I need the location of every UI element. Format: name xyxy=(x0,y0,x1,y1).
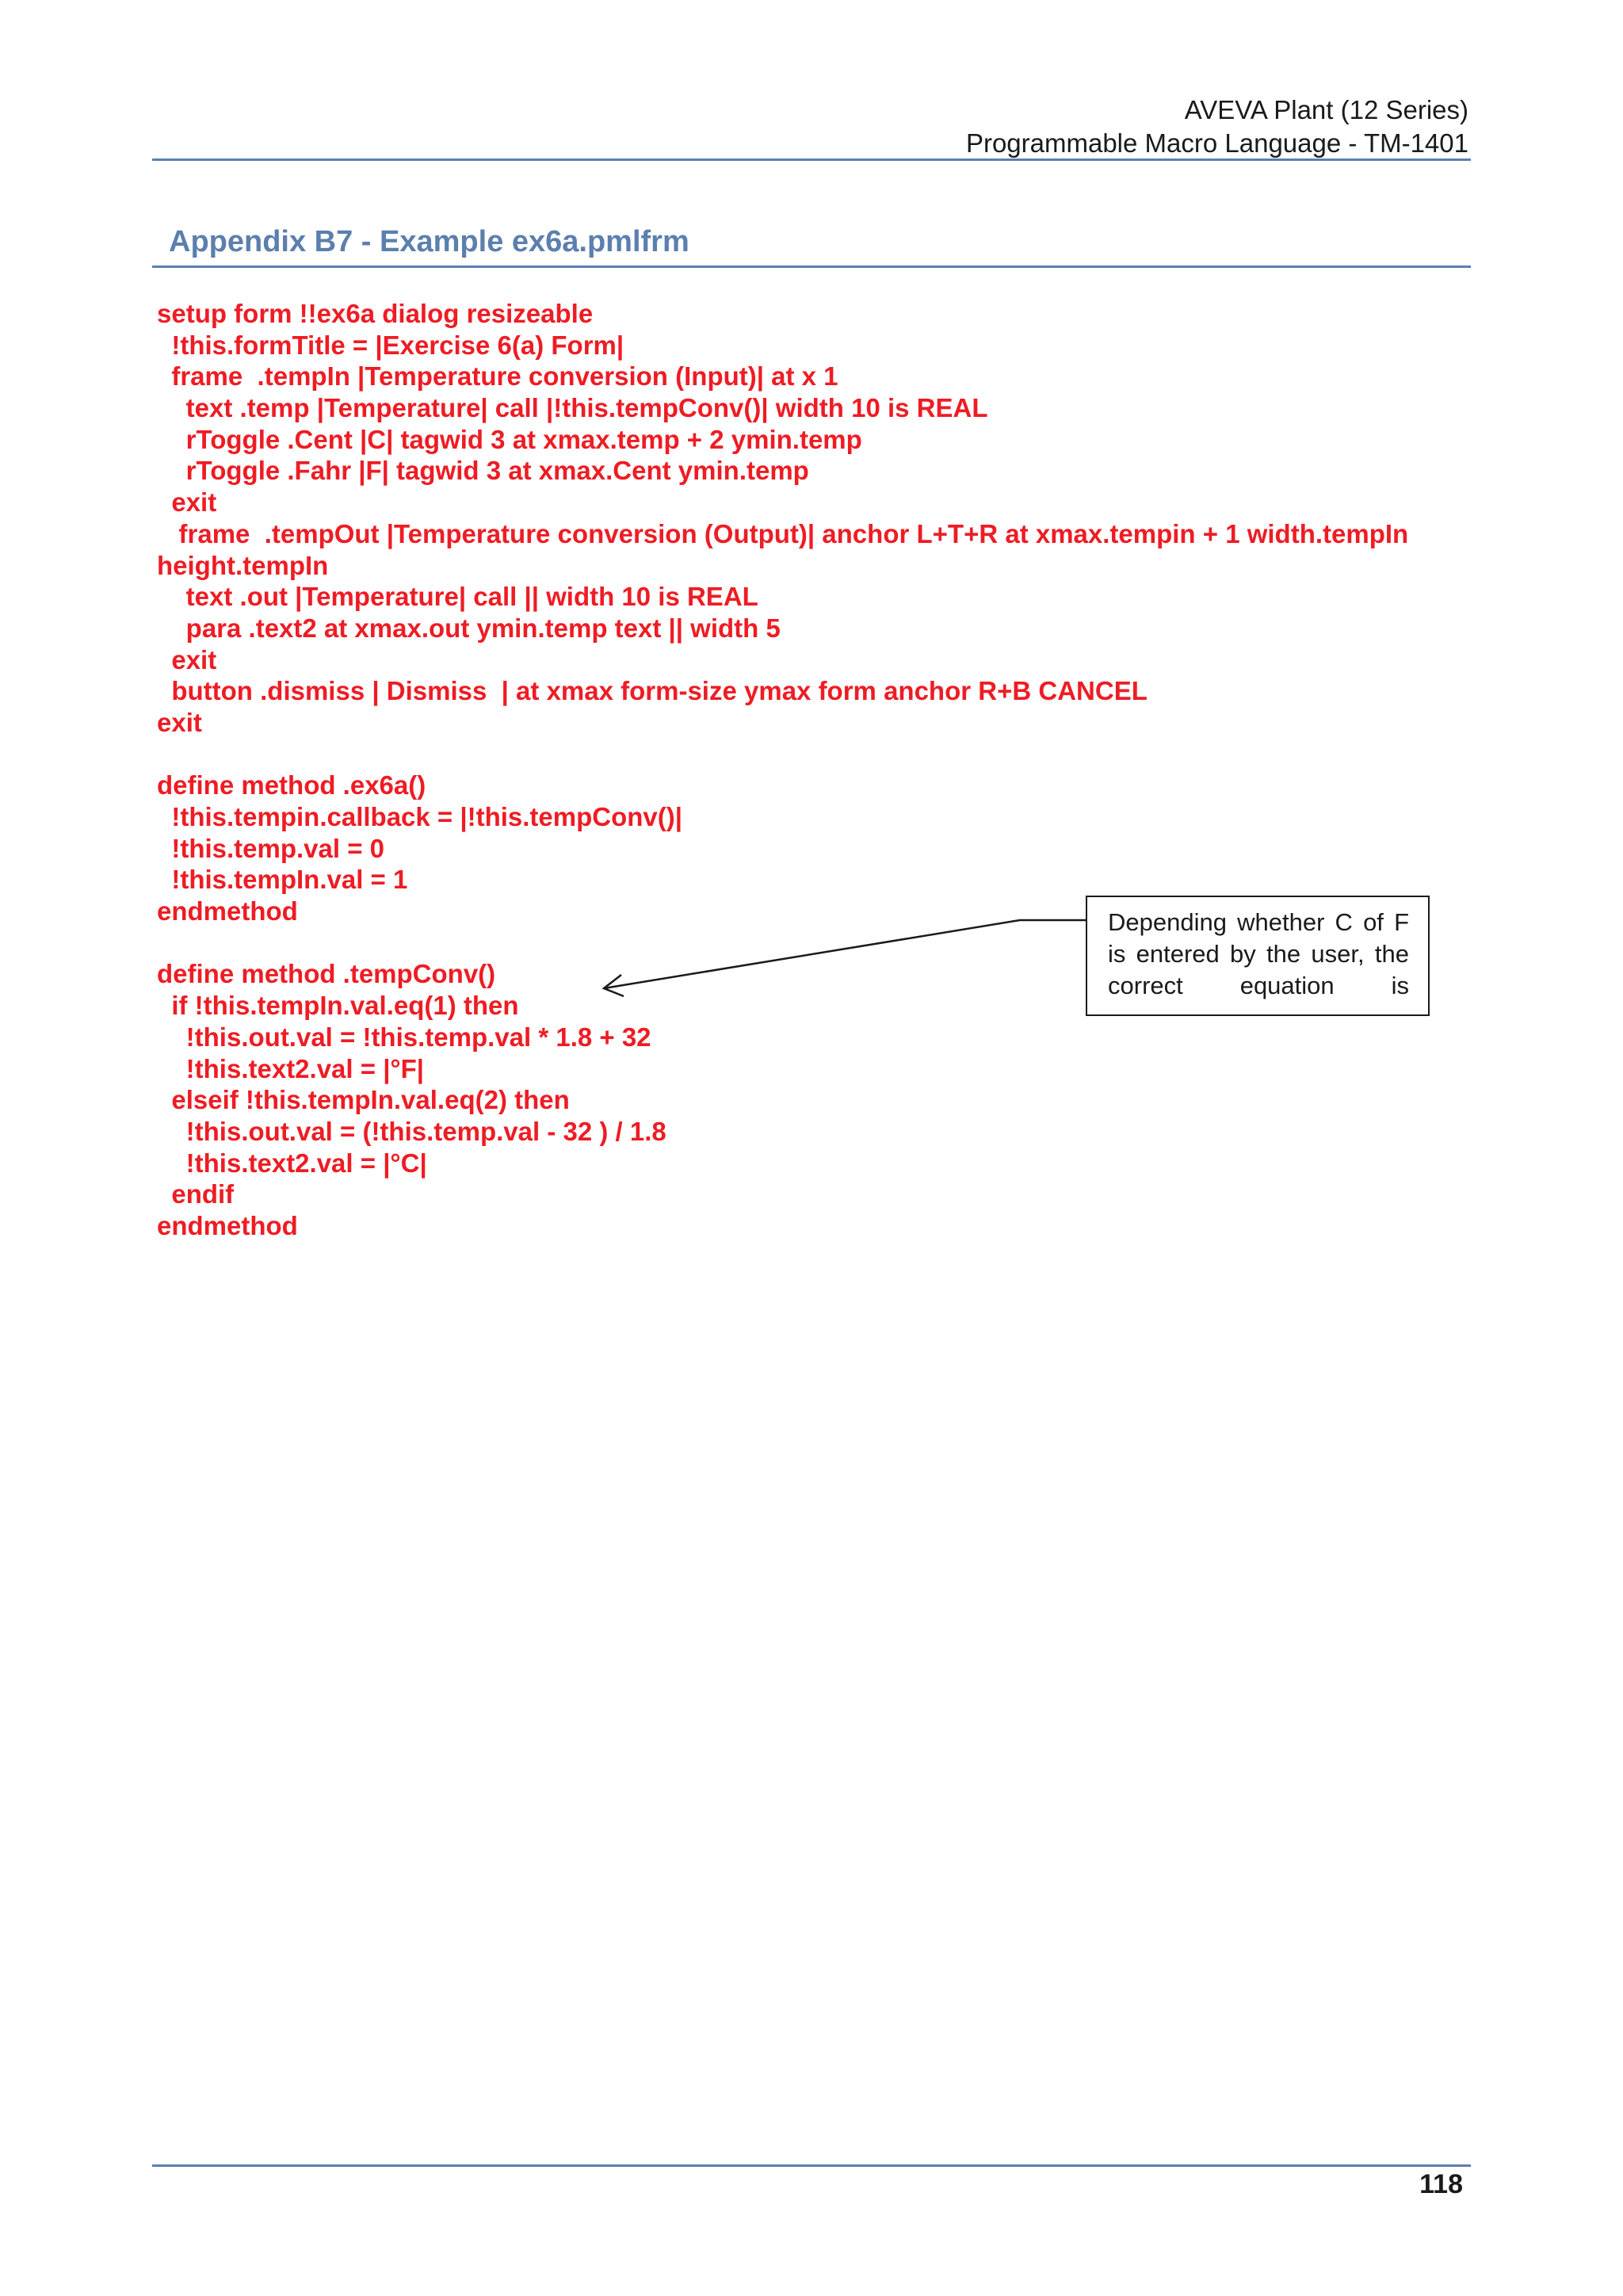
code-line: !this.text2.val = |°C| xyxy=(157,1148,427,1178)
code-line: text .out |Temperature| call || width 10 is REAL xyxy=(157,582,758,612)
code-line: !this.text2.val = |°F| xyxy=(157,1053,425,1083)
code-line: define method .tempConv() xyxy=(157,959,496,989)
code-line: !this.formTitle = |Exercise 6(a) Form| xyxy=(157,330,624,360)
appendix-title: Appendix B7 - Example ex6a.pmlfrm xyxy=(169,225,689,258)
header-product: AVEVA Plant (12 Series) xyxy=(1184,95,1468,124)
code-line xyxy=(157,739,1488,770)
code-line: exit xyxy=(157,707,202,737)
code-line: exit xyxy=(157,644,217,674)
code-line: rToggle .Cent |C| tagwid 3 at xmax.temp + 2 ymin.temp xyxy=(157,424,862,454)
code-line: exit xyxy=(157,487,217,518)
code-line: !this.tempIn.val = 1 xyxy=(157,865,408,895)
code-line: endmethod xyxy=(157,896,298,926)
code-line: rToggle .Fahr |F| tagwid 3 at xmax.Cent ymin.temp xyxy=(157,456,809,486)
footer-rule xyxy=(152,2164,1471,2167)
page-number: 118 xyxy=(1419,2169,1463,2199)
callout-box xyxy=(1086,896,1430,1016)
code-line: !this.tempin.callback = |!this.tempConv()| xyxy=(157,802,682,831)
code-line: if !this.tempIn.val.eq(1) then xyxy=(157,991,519,1021)
callout-text: Depending whether C of F is entered by the user, the correct equation is xyxy=(1108,908,1409,999)
code-line: !this.out.val = !this.temp.val * 1.8 + 32 xyxy=(157,1022,651,1052)
header-rule xyxy=(152,159,1471,161)
code-line: para .text2 at xmax.out ymin.temp text || width 5 xyxy=(157,613,781,643)
code-line: !this.temp.val = 0 xyxy=(157,833,385,863)
appendix-title-rule xyxy=(152,266,1471,268)
running-header xyxy=(966,94,1468,160)
code-line: frame .tempIn |Temperature conversion (Input)| at x 1 xyxy=(157,361,838,392)
code-line: setup form !!ex6a dialog resizeable xyxy=(157,299,594,328)
code-line: text .temp |Temperature| call |!this.tempConv()| width 10 is REAL xyxy=(157,393,988,423)
code-line: endmethod xyxy=(157,1210,298,1240)
code-line: elseif !this.tempIn.val.eq(2) then xyxy=(157,1085,570,1115)
code-line: height.tempIn xyxy=(157,550,329,580)
code-line: button .dismiss | Dismiss | at xmax form-size ymax form anchor R+B CANCEL xyxy=(157,676,1148,706)
code-listing xyxy=(157,298,1488,1242)
code-line: !this.out.val = (!this.temp.val - 32 ) / 1.8 xyxy=(157,1116,666,1146)
header-course: Programmable Macro Language - TM-1401 xyxy=(965,128,1468,158)
code-line: frame .tempOut |Temperature conversion (Output)| anchor L+T+R at xmax.tempin + 1 width.tempIn xyxy=(157,518,1409,548)
code-line: define method .ex6a() xyxy=(157,770,426,800)
code-line: endif xyxy=(157,1179,235,1209)
